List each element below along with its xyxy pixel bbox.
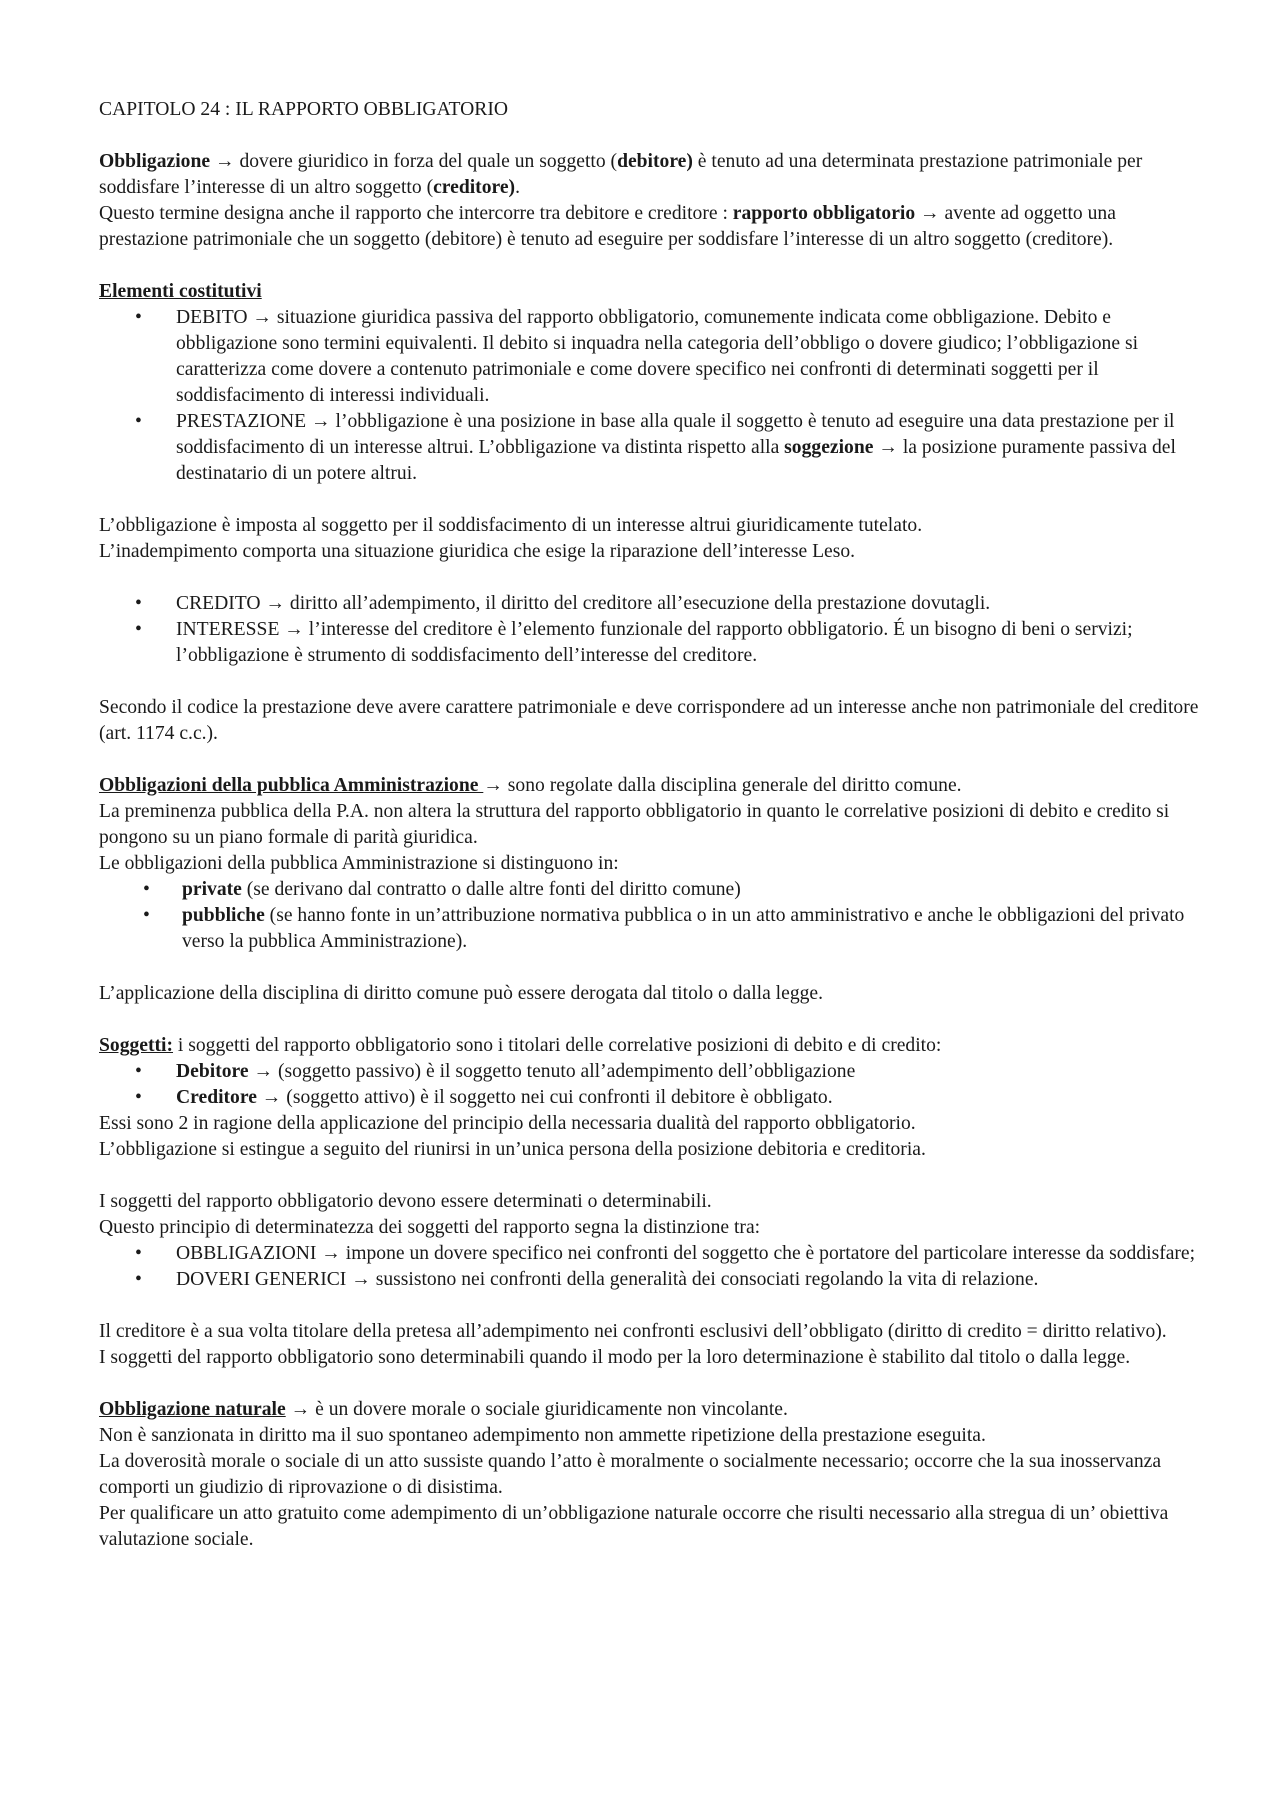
list-item: • INTERESSE → l’interesse del creditore è l’elemento funzionale del rapporto obbligatorio. É un bisogno di beni o servizi; l’obbligazione è strumento di soddisfacimento dell’interesse del creditore. [135,619,1133,666]
paragraph: Il creditore è a sua volta titolare della pretesa all’adempimento nei confronti esclusivi dell’obbligato (diritto di credito = diritto relativo). [99,1321,1167,1342]
paragraph: La preminenza pubblica della P.A. non altera la struttura del rapporto obbligatorio in quanto le correlative posizioni di debito e credito si pongono su un piano formale di parità giuridica. [99,801,1170,848]
intro-paragraph: Obbligazione → dovere giuridico in forza del quale un soggetto (debitore) è tenuto ad una determinata prestazione patrimoniale per soddisfare l’interesse di un altro soggetto (creditore). [99,151,1143,198]
list-item: • OBBLIGAZIONI → impone un dovere specifico nei confronti del soggetto che è portatore del particolare interesse da soddisfare; [99,1241,1199,1267]
list-item: • Debitore → (soggetto passivo) è il soggetto tenuto all’adempimento dell’obbligazione [99,1059,1199,1085]
list-item: • pubbliche (se hanno fonte in un’attribuzione normativa pubblica o in un atto amministrativo e anche le obbligazioni del privato verso la pubblica Amministrazione). [143,905,1185,952]
paragraph: I soggetti del rapporto obbligatorio devono essere determinati o determinabili. [99,1191,712,1212]
document-page [99,97,1199,1553]
bullet-icon: • [135,307,142,328]
soggetti-list [99,1059,1199,1111]
credito-list [99,591,1199,669]
section-heading-pa: Obbligazioni della pubblica Amministrazione → sono regolate dalla disciplina generale del diritto comune. [99,775,962,796]
section-heading-elementi: Elementi costitutivi [99,281,262,302]
bullet-icon: • [135,619,142,640]
bullet-icon: • [135,1243,142,1264]
paragraph: Non è sanzionata in diritto ma il suo spontaneo adempimento non ammette ripetizione della prestazione eseguita. [99,1425,986,1446]
elementi-list [99,305,1199,487]
list-item: • Creditore → (soggetto attivo) è il soggetto nei cui confronti il debitore è obbligato. [99,1085,1199,1111]
pa-list [99,877,1199,955]
bullet-icon: • [135,1269,142,1290]
list-item: • PRESTAZIONE → l’obbligazione è una posizione in base alla quale il soggetto è tenuto ad eseguire una data prestazione per il soddisfacimento di un interesse altrui. L’obbligazione va distinta rispetto alla soggezione → la posizione puramente passiva del destinatario di un potere altrui. [135,411,1176,484]
bullet-icon: • [135,411,142,432]
bullet-icon: • [135,1087,142,1108]
bullet-icon: • [135,593,142,614]
paragraph: L’inadempimento comporta una situazione giuridica che esige la riparazione dell’interesse Leso. [99,541,856,562]
bullet-icon: • [143,905,150,926]
paragraph: Per qualificare un atto gratuito come adempimento di un’obbligazione naturale occorre che risulti necessario alla stregua di un’ obiettiva valutazione sociale. [99,1503,1169,1550]
paragraph: I soggetti del rapporto obbligatorio sono determinabili quando il modo per la loro determinazione è stabilito dal titolo o dalla legge. [99,1347,1131,1368]
paragraph: L’obbligazione si estingue a seguito del riunirsi in un’unica persona della posizione debitoria e creditoria. [99,1139,926,1160]
paragraph: Questo principio di determinatezza dei soggetti del rapporto segna la distinzione tra: [99,1217,761,1238]
section-heading-naturale: Obbligazione naturale → è un dovere morale o sociale giuridicamente non vincolante. [99,1399,788,1420]
list-item: • DEBITO → situazione giuridica passiva del rapporto obbligatorio, comunemente indicata come obbligazione. Debito e obbligazione sono termini equivalenti. Il debito si inquadra nella categoria dell’obbligo o dovere giudico; l’obbligazione si caratterizza come dovere a contenuto patrimoniale e come dovere specifico nei confronti di determinati soggetti per il soddisfacimento di interessi individuali. [135,307,1139,406]
paragraph: La doverosità morale o sociale di un atto sussiste quando l’atto è moralmente o socialmente necessario; occorre che la sua inosservanza comporti un giudizio di riprovazione o di disistima. [99,1451,1162,1498]
bullet-icon: • [143,879,150,900]
list-item: • DOVERI GENERICI → sussistono nei confronti della generalità dei consociati regolando la vita di relazione. [99,1267,1199,1293]
paragraph: L’obbligazione è imposta al soggetto per il soddisfacimento di un interesse altrui giuridicamente tutelato. [99,515,923,536]
paragraph: Essi sono 2 in ragione della applicazione del principio della necessaria dualità del rapporto obbligatorio. [99,1113,916,1134]
list-item: • private (se derivano dal contratto o dalle altre fonti del diritto comune) [99,877,1199,903]
list-item: • CREDITO → diritto all’adempimento, il diritto del creditore all’esecuzione della prestazione dovutagli. [99,591,1199,617]
paragraph: L’applicazione della disciplina di diritto comune può essere derogata dal titolo o dalla legge. [99,983,824,1004]
section-heading-soggetti: Soggetti: i soggetti del rapporto obbligatorio sono i titolari delle correlative posizioni di debito e di credito: [99,1035,942,1056]
bullet-icon: • [135,1061,142,1082]
intro-paragraph-2: Questo termine designa anche il rapporto che intercorre tra debitore e creditore : rapporto obbligatorio → avente ad oggetto una prestazione patrimoniale che un soggetto (debitore) è tenuto ad eseguire per soddisfare l’interesse di un altro soggetto (creditore). [99,203,1116,250]
paragraph: Le obbligazioni della pubblica Amministrazione si distinguono in: [99,853,619,874]
page-title: CAPITOLO 24 : IL RAPPORTO OBBLIGATORIO [99,99,509,120]
term-obbligazione: Obbligazione [99,151,211,172]
paragraph: Secondo il codice la prestazione deve avere carattere patrimoniale e deve corrispondere ad un interesse anche non patrimoniale del creditore (art. 1174 c.c.). [99,697,1199,744]
obbligazioni-list [99,1241,1199,1293]
